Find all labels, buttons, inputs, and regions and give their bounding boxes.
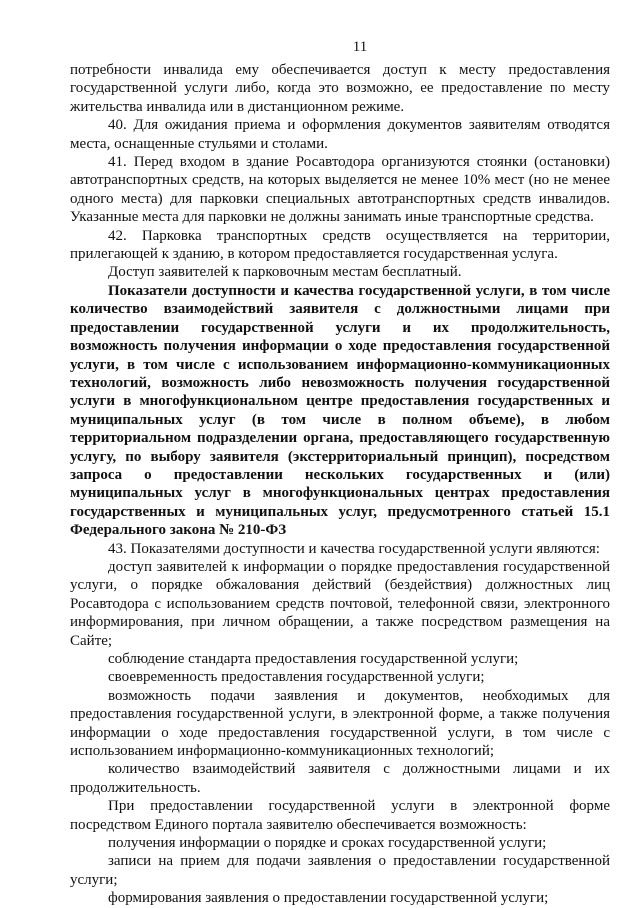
paragraph: 41. Перед входом в здание Росавтодора организуются стоянки (остановки) автотранспортных средств, на которых выделяется не менее 10% мест (но не менее одного места) для парковки специальных автотранспортных средств инвалидов. Указанные места для парковки не должны занимать иные транспортные средства. [70, 154, 610, 226]
paragraph: Доступ заявителей к парковочным местам бесплатный. [108, 264, 462, 281]
section-heading: Показатели доступности и качества государственной услуги, в том числе количество взаимодействий заявителя с должностными лицами при предоставлении государственной услуги и их продолжительность, возможность получения информации о ходе предоставления государственной услуги, в том числе с использованием информационно-коммуникационных технологий, возможность либо невозможность получения государственной услуги в многофункциональном центре предоставления государственных и муниципальных услуг (в том числе в полном объеме), в любом территориальном подразделении органа, предоставляющего государственную услугу, по выбору заявителя (экстерриториальный принцип), посредством запроса о предоставлении нескольких государственных и (или) муниципальных услуг в многофункциональных центрах предоставления государственных и муниципальных услуг, предусмотренного статьей 15.1 Федерального закона № 210-ФЗ [70, 282, 610, 539]
paragraph: соблюдение стандарта предоставления государственной услуги; [108, 651, 519, 667]
page-number: 11 [352, 39, 368, 55]
paragraph: своевременность предоставления государственной услуги; [108, 669, 485, 686]
page-body [70, 61, 610, 908]
paragraph: получения информации о порядке и сроках государственной услуги; [108, 835, 547, 852]
paragraph: возможность подачи заявления и документов, необходимых для предоставления государственной услуги, в электронной форме, а также получения информации о ходе предоставления государственной услуги, в том числе с использованием информационно-коммуникационных технологий; [70, 687, 610, 760]
paragraph: 43. Показателями доступности и качества государственной услуги являются: [108, 540, 600, 557]
paragraph: формирования заявления о предоставлении государственной услуги; [108, 890, 549, 907]
paragraph: потребности инвалида ему обеспечивается доступ к месту предоставления государственной услуги либо, когда это возможно, ее предоставление по месту жительства инвалида или в дистанционном режиме. [70, 62, 610, 115]
paragraph: записи на прием для подачи заявления о предоставлении государственной услуги; [70, 853, 610, 888]
paragraph: 42. Парковка транспортных средств осуществляется на территории, прилегающей к зданию, в котором предоставляется государственная услуга. [70, 227, 610, 263]
paragraph: При предоставлении государственной услуги в электронной форме посредством Единого портала заявителю обеспечивается возможность: [70, 798, 610, 833]
paragraph: 40. Для ожидания приема и оформления документов заявителям отводятся места, оснащенные стульями и столами. [70, 117, 610, 152]
paragraph: количество взаимодействий заявителя с должностными лицами и их продолжительность. [70, 761, 610, 796]
paragraph: доступ заявителей к информации о порядке предоставления государственной услуги, о порядке обжалования действий (бездействия) должностных лиц Росавтодора с использованием средств почтовой, телефонной связи, электронного информирования, при личном обращении, а также посредством размещения на Сайте; [70, 558, 610, 649]
